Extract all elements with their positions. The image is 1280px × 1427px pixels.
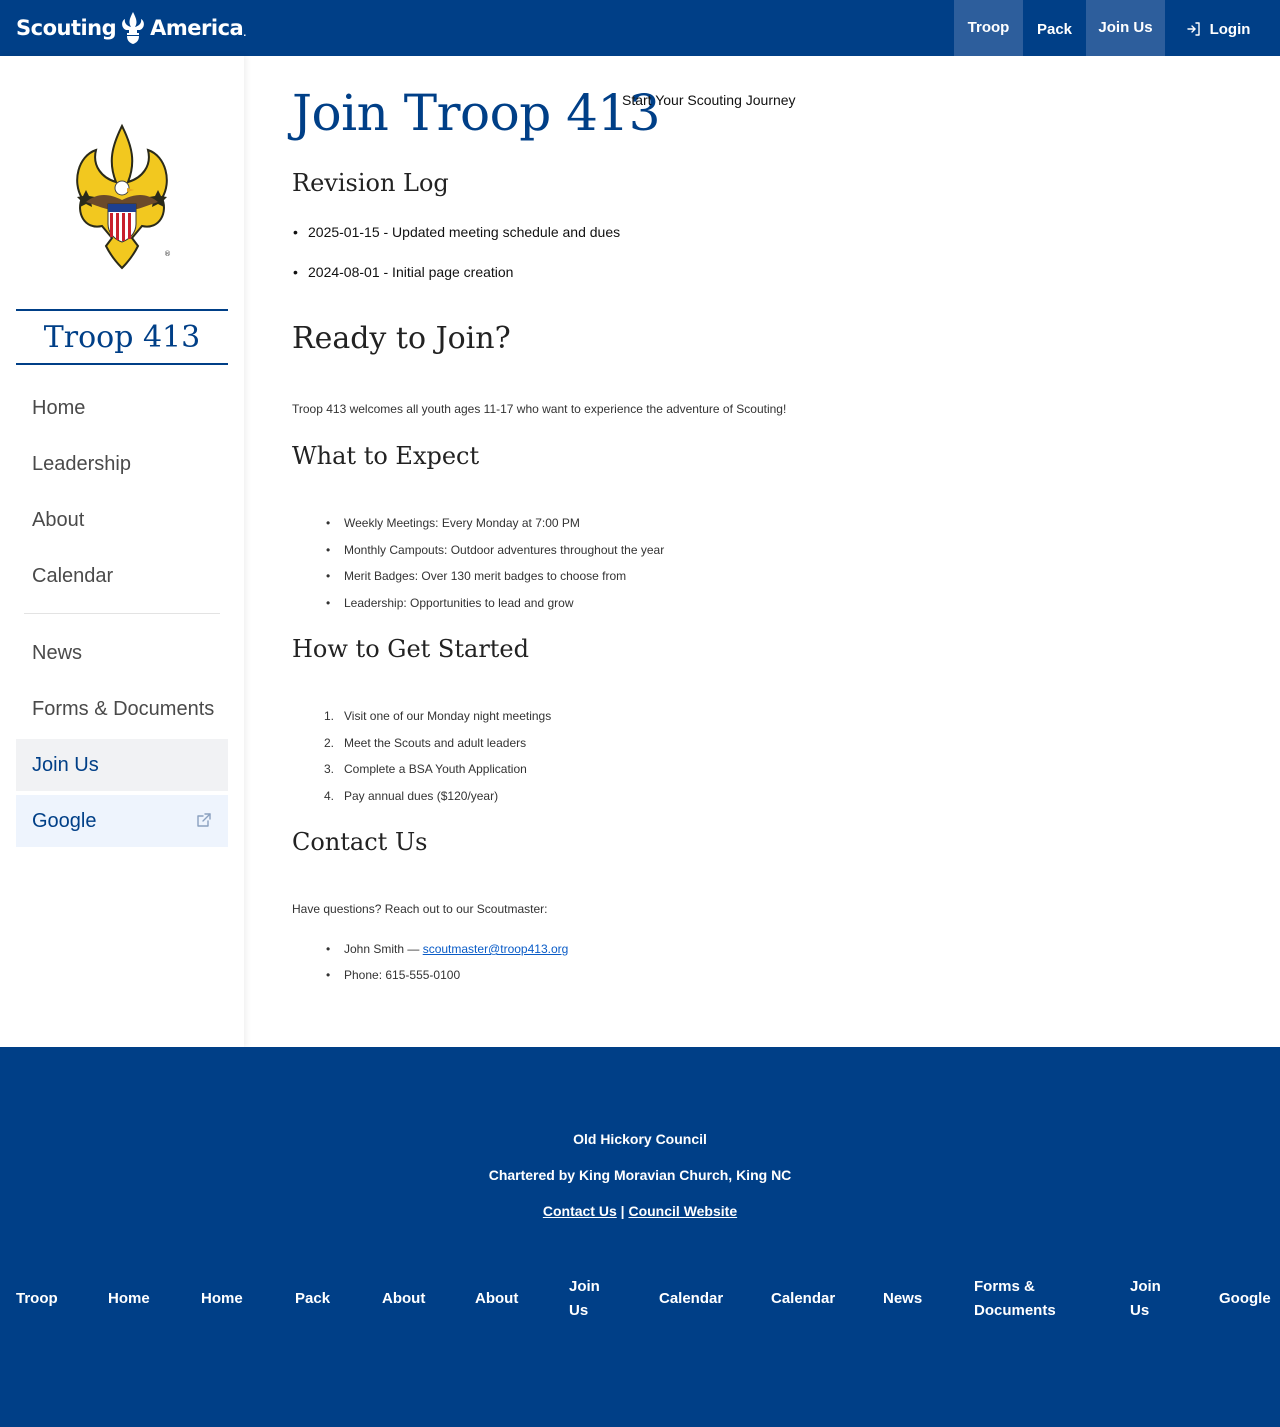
sidebar-item-news[interactable]: News: [32, 641, 83, 664]
sidebar-item-home[interactable]: Home: [32, 396, 86, 419]
revision-log-heading: Revision Log: [292, 169, 449, 197]
sidebar-troop-title: Troop 413: [16, 309, 228, 365]
scouting-america-logo[interactable]: [16, 10, 246, 46]
footer-nav-label: Calendar: [771, 1290, 836, 1307]
contact-item: [344, 968, 460, 982]
list-item-label: Weekly Meetings:: [344, 516, 439, 530]
sidebar-item-google[interactable]: [16, 795, 228, 847]
site-footer: [0, 1047, 1280, 1427]
footer-nav-label: Forms &: [974, 1278, 1035, 1295]
footer-nav-join-us[interactable]: [569, 1275, 600, 1323]
login-label: Login: [1209, 20, 1251, 38]
footer-links: [0, 1203, 1280, 1219]
sidebar-item-leadership[interactable]: Leadership: [32, 452, 131, 475]
footer-nav-label: Home: [201, 1290, 243, 1307]
contact-intro-text: Have questions? Reach out to our Scoutmaster:: [292, 902, 548, 916]
sidebar-item-calendar[interactable]: Calendar: [32, 564, 114, 587]
step-item: [324, 736, 527, 750]
footer-nav-label: Home: [108, 1290, 150, 1307]
footer-council-website-link[interactable]: Council Website: [628, 1203, 738, 1219]
step-item: [324, 789, 499, 803]
list-item: [344, 596, 574, 610]
footer-nav-home-2[interactable]: [201, 1287, 243, 1311]
sidebar-divider: [24, 613, 220, 614]
list-item-text: Over 130 merit badges to choose from: [418, 569, 627, 583]
revision-item: • 2024-08-01 - Initial page creation: [308, 264, 513, 280]
footer-nav-label: News: [883, 1290, 923, 1307]
svg-text:®: ®: [164, 250, 171, 258]
footer-nav-calendar-2[interactable]: [771, 1287, 835, 1311]
step-number: 4.: [324, 789, 335, 803]
brand-word-scouting: Scouting: [16, 16, 117, 40]
footer-nav-troop[interactable]: [16, 1287, 58, 1311]
footer-nav-home[interactable]: [108, 1287, 150, 1311]
sidebar-item-label: Google: [32, 809, 97, 832]
footer-council: Old Hickory Council: [573, 1131, 707, 1147]
contact-item: [344, 942, 568, 956]
page-title: Join Troop 413: [292, 84, 661, 142]
step-number: 1.: [324, 709, 335, 723]
step-text: Complete a BSA Youth Application: [344, 762, 527, 776]
fleur-de-lis-icon: [118, 11, 148, 45]
footer-nav-news[interactable]: [883, 1287, 922, 1311]
topnav-troop[interactable]: Troop: [954, 0, 1023, 56]
sidebar-item-join-us[interactable]: Join Us: [16, 739, 228, 791]
what-to-expect-heading: What to Expect: [292, 442, 480, 470]
step-item: [324, 762, 527, 776]
step-text: Pay annual dues ($120/year): [344, 789, 499, 803]
footer-nav-google[interactable]: [1219, 1287, 1271, 1311]
step-item: [324, 709, 552, 723]
ready-to-join-heading: Ready to Join?: [292, 321, 511, 356]
login-icon: [1186, 21, 1202, 37]
footer-nav-about[interactable]: [382, 1287, 425, 1311]
list-item-label: Merit Badges:: [344, 569, 419, 583]
list-item-text: Every Monday at 7:00 PM: [438, 516, 580, 530]
footer-nav-label: Calendar: [659, 1290, 724, 1307]
footer-nav-label: Google: [1219, 1290, 1271, 1307]
revision-item: • 2025-01-15 - Updated meeting schedule and dues: [308, 224, 620, 240]
brand-word-america: America: [150, 16, 244, 40]
list-item-label: Leadership:: [344, 596, 407, 610]
step-text: Meet the Scouts and adult leaders: [344, 736, 527, 750]
list-item-label: Monthly Campouts:: [344, 543, 448, 557]
contact-name: John Smith: [344, 942, 405, 956]
list-item-text: Opportunities to lead and grow: [406, 596, 574, 610]
footer-charter: Chartered by King Moravian Church, King NC: [488, 1167, 792, 1183]
footer-nav-about-2[interactable]: [475, 1287, 518, 1311]
step-text: Visit one of our Monday night meetings: [344, 709, 552, 723]
top-navigation-bar: [0, 0, 1280, 56]
how-to-get-started-heading: How to Get Started: [292, 635, 529, 663]
sidebar: [0, 56, 244, 1047]
list-item: [344, 516, 580, 530]
footer-nav-forms-documents[interactable]: [974, 1275, 1056, 1323]
contact-separator: —: [404, 942, 423, 956]
page-subtitle: Start Your Scouting Journey: [622, 92, 796, 108]
footer-nav-label: Join: [1130, 1278, 1161, 1295]
sidebar-item-forms-documents[interactable]: Forms & Documents: [32, 697, 215, 720]
footer-nav-label: Documents: [974, 1302, 1056, 1319]
step-number: 2.: [324, 736, 335, 750]
intro-text: Troop 413 welcomes all youth ages 11-17 who want to experience the adventure of Scouting!: [292, 402, 787, 416]
external-link-icon: [196, 812, 212, 828]
phone-label: Phone:: [344, 968, 383, 982]
footer-nav-label: Join: [569, 1278, 600, 1295]
topnav-pack[interactable]: Pack: [1036, 20, 1073, 38]
scoutmaster-email-link[interactable]: scoutmaster@troop413.org: [422, 942, 569, 956]
list-item: [344, 543, 664, 557]
list-item-text: Outdoor adventures throughout the year: [447, 543, 665, 557]
footer-nav-label: Pack: [295, 1290, 331, 1307]
footer-nav-join-us-2[interactable]: [1130, 1275, 1161, 1323]
footer-contact-us-link[interactable]: Contact Us: [542, 1203, 617, 1219]
login-button[interactable]: [1172, 0, 1264, 56]
brand-mark: .: [243, 29, 246, 38]
footer-nav-pack[interactable]: [295, 1287, 330, 1311]
footer-nav-label: About: [382, 1290, 426, 1307]
footer-nav-label: Us: [569, 1302, 589, 1319]
sidebar-item-about[interactable]: About: [32, 508, 85, 531]
footer-nav-label: Us: [1130, 1302, 1150, 1319]
topnav-join-us[interactable]: Join Us: [1086, 0, 1165, 56]
step-number: 3.: [324, 762, 335, 776]
footer-link-separator: |: [616, 1203, 629, 1219]
footer-nav-label: About: [475, 1290, 519, 1307]
list-item: [344, 569, 626, 583]
phone-value: 615-555-0100: [382, 968, 461, 982]
footer-nav-calendar[interactable]: [659, 1287, 723, 1311]
bsa-emblem-logo: [46, 120, 198, 272]
footer-nav-label: Troop: [16, 1290, 58, 1307]
contact-us-heading: Contact Us: [292, 828, 428, 856]
